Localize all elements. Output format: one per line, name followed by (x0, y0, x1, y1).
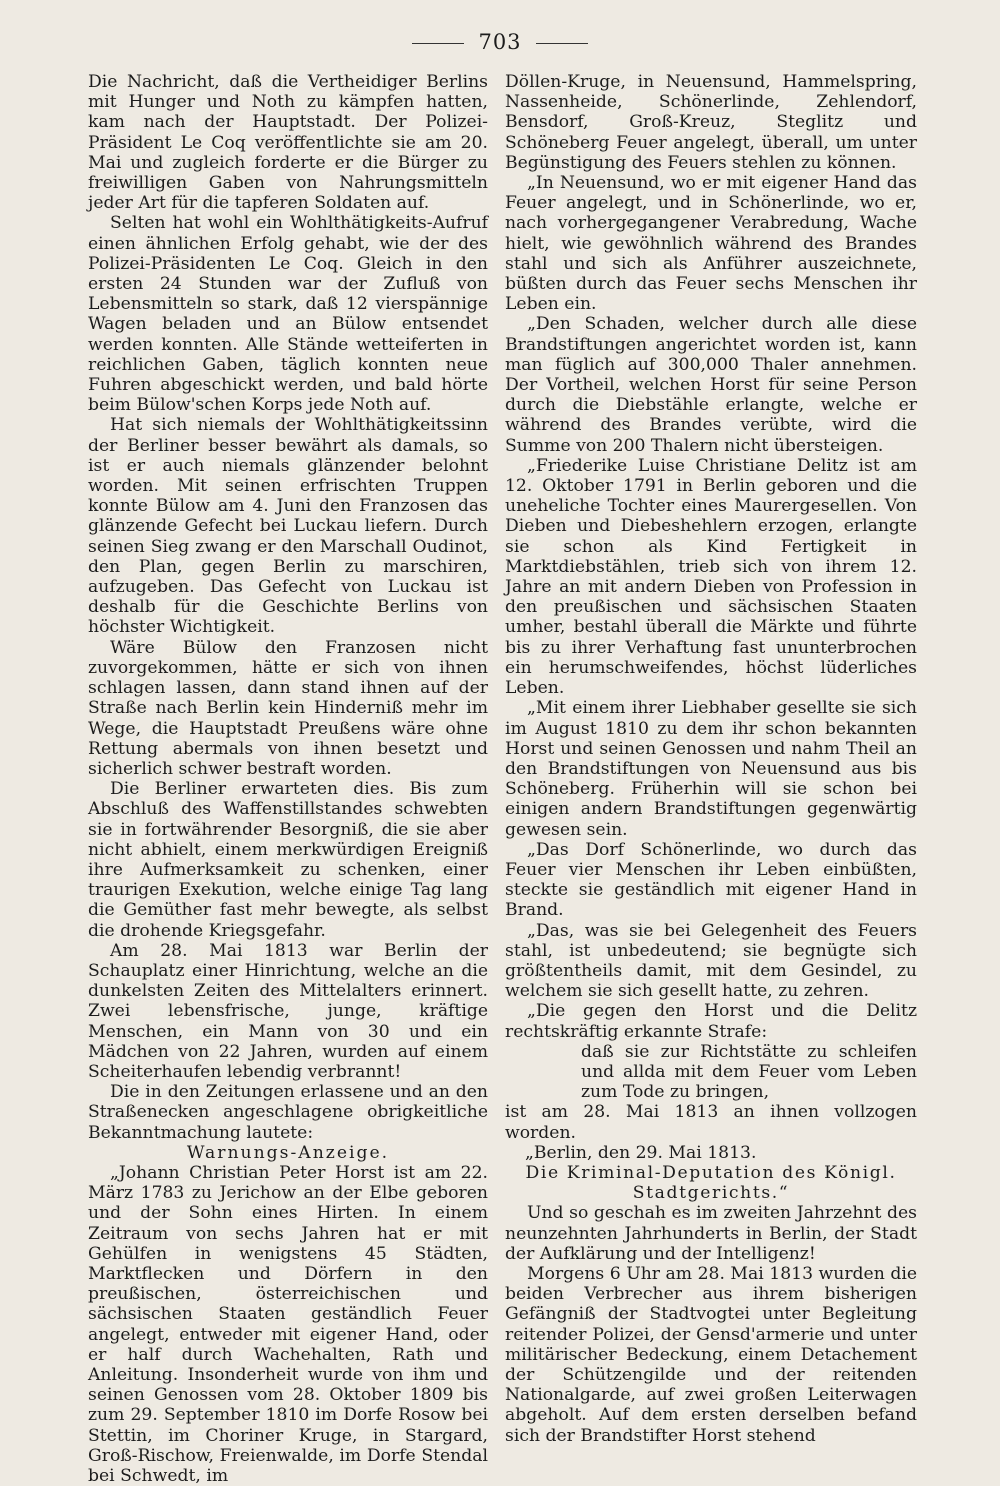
paragraph: „In Neuensund, wo er mit eigener Hand das Feuer angelegt, und in Schönerlinde, wo er, nach vorhergegangener Verabredung, Wache hielt, wie gewöhnlich während des Brandes stahl und sich als Anführer auszeichnete, büßten durch das Feuer sechs Menschen ihr Leben ein. (505, 173, 917, 315)
header-rule-left (412, 43, 464, 44)
right-column (505, 72, 917, 1446)
header-rule-right (536, 43, 588, 44)
paragraph: „Den Schaden, welcher durch alle diese Brandstiftungen angerichtet worden ist, kann man füglich auf 300,000 Thaler annehmen. Der Vortheil, welchen Horst für seine Person durch die Diebstähle erlangte, welche er während des Brandes verübte, wird die Summe von 200 Thalern nicht übersteigen. (505, 314, 917, 456)
paragraph: Die Berliner erwarteten dies. Bis zum Abschluß des Waffenstillstandes schwebten sie in fortwährender Besorgniß, die sie aber nicht abhielt, einem merkwürdigen Ereigniß ihre Aufmerksamkeit zu schenken, einer traurigen Exekution, welche einige Tag lang die Gemüther fast mehr bewegte, als selbst die drohende Kriegsgefahr. (88, 779, 488, 941)
paragraph: Die in den Zeitungen erlassene und an den Straßenecken angeschlagene obrigkeitliche Bekanntmachung lautete: (88, 1082, 488, 1143)
paragraph: „Das Dorf Schönerlinde, wo durch das Feuer vier Menschen ihr Leben einbüßten, steckte sie geständlich mit eigener Hand in Brand. (505, 839, 917, 921)
paragraph: „Mit einem ihrer Liebhaber gesellte sie sich im August 1810 zu dem ihr schon bekannten Horst und seinen Genossen und nahm Theil an den Brandstiftungen von Neuensund aus bis Schöneberg. Früherhin will sie schon bei einigen andern Brandstiftungen gegenwärtig gewesen sein. (505, 698, 917, 840)
paragraph: Döllen-Kruge, in Neuensund, Hammelspring, Nassenheide, Schönerlinde, Zehlendorf, Bensdorf, Groß-Kreuz, Steglitz und Schöneberg Feuer angelegt, überall, um unter Begünstigung des Feuers stehlen zu können. (505, 72, 917, 173)
left-column (88, 72, 488, 1486)
section-heading: Warnungs-Anzeige. (186, 1142, 390, 1163)
signature-date: „Berlin, den 29. Mai 1813. (525, 1142, 757, 1163)
paragraph: „Johann Christian Peter Horst ist am 22. März 1783 zu Jerichow an der Elbe geboren und der Sohn eines Hirten. In einem Zeitraum von sechs Jahren hat er mit Gehülfen in wenigstens 45 Städten, Marktflecken und Dörfern in den preußischen, österreichischen und sächsischen Staaten geständlich Feuer angelegt, entweder mit eigener Hand, oder er half durch Wachehalten, Rath und Anleitung. Insonderheit wurde von ihm und seinen Genossen vom 28. Oktober 1809 bis zum 29. September 1810 im Dorfe Rosow bei Stettin, im Choriner Kruge, in Stargard, Groß-Rischow, Freienwalde, im Dorfe Stendal bei Schwedt, im (88, 1162, 488, 1486)
sentence-quote: daß sie zur Richtstätte zu schleifen und allda mit dem Feuer vom Leben zum Tode zu bringen, (581, 1041, 917, 1103)
page-header (0, 30, 1000, 54)
paragraph: „Das, was sie bei Gelegenheit des Feuers stahl, ist unbedeutend; sie begnügte sich größtentheils damit, mit dem Gesindel, zu welchem sie sich gesellt hatte, zu zehren. (505, 920, 917, 1002)
paragraph: ist am 28. Mai 1813 an ihnen vollzogen worden. (505, 1102, 917, 1143)
paragraph: Wäre Bülow den Franzosen nicht zuvorgekommen, hätte er sich von ihnen schlagen lassen, dann stand ihnen auf der Straße nach Berlin kein Hinderniß mehr im Wege, die Hauptstadt Preußens wäre ohne Rettung abermals von ihnen besetzt und sicherlich schwer bestraft worden. (88, 637, 488, 779)
paragraph: „Friederike Luise Christiane Delitz ist am 12. Oktober 1791 in Berlin geboren und die uneheliche Tochter eines Maurergesellen. Von Dieben und Diebeshehlern erzogen, erlangte sie schon als Kind Fertigkeit in Marktdiebstählen, trieb sich von ihrem 12. Jahre an mit andern Dieben von Profession in den preußischen und sächsischen Staaten umher, bestahl überall die Märkte und führte bis zu ihrer Verhaftung fast ununterbrochen ein herumschweifendes, höchst lüderliches Leben. (505, 455, 917, 699)
paragraph: Hat sich niemals der Wohlthätigkeitssinn der Berliner besser bewährt als damals, so ist er auch niemals glänzender belohnt worden. Mit seinen erfrischten Truppen konnte Bülow am 4. Juni den Franzosen das glänzende Gefecht bei Luckau liefern. Durch seinen Sieg zwang er den Marschall Oudinot, den Plan, gegen Berlin zu marschiren, aufzugeben. Das Gefecht von Luckau ist deshalb für die Geschichte Berlins von höchster Wichtigkeit. (88, 415, 488, 638)
paragraph: Und so geschah es im zweiten Jahrzehnt des neunzehnten Jahrhunderts in Berlin, der Stadt der Aufklärung und der Intelligenz! (505, 1203, 917, 1264)
page-number: 703 (478, 30, 522, 54)
paragraph: „Die gegen den Horst und die Delitz rechtskräftig erkannte Strafe: (505, 1001, 917, 1042)
paragraph: Die Nachricht, daß die Vertheidiger Berlins mit Hunger und Noth zu kämpfen hatten, kam nach der Hauptstadt. Der Polizei-Präsident Le Coq veröffentlichte sie am 20. Mai und zugleich forderte er die Bürger zu freiwilligen Gaben von Nahrungsmitteln jeder Art für die tapferen Soldaten auf. (88, 72, 488, 214)
paragraph: Selten hat wohl ein Wohlthätigkeits-Aufruf einen ähnlichen Erfolg gehabt, wie der des Polizei-Präsidenten Le Coq. Gleich in den ersten 24 Stunden war der Zufluß von Lebensmitteln so stark, daß 12 vierspännige Wagen beladen und an Bülow entsendet werden konnten. Alle Stände wetteiferten in reichlichen Gaben, täglich konnten neue Fuhren abgeschickt werden, und bald hörte beim Bülow'schen Korps jede Noth auf. (88, 213, 488, 416)
signature-authority: Die Kriminal-Deputation des Königl. Stadtgerichts.“ (525, 1162, 897, 1204)
paragraph: Am 28. Mai 1813 war Berlin der Schauplatz einer Hinrichtung, welche an die dunkelsten Zeiten des Mittelalters erinnert. Zwei lebensfrische, junge, kräftige Menschen, ein Mann von 30 und ein Mädchen von 22 Jahren, wurden auf einem Scheiterhaufen lebendig verbrannt! (88, 940, 488, 1082)
paragraph: Morgens 6 Uhr am 28. Mai 1813 wurden die beiden Verbrecher aus ihrem bisherigen Gefängniß der Stadtvogtei unter Begleitung reitender Polizei, der Gensd'armerie und unter militärischer Bedeckung, einem Detachement der Schützengilde und der reitenden Nationalgarde, auf zwei großen Leiterwagen abgeholt. Auf dem ersten derselben befand sich der Brandstifter Horst stehend (505, 1263, 917, 1446)
